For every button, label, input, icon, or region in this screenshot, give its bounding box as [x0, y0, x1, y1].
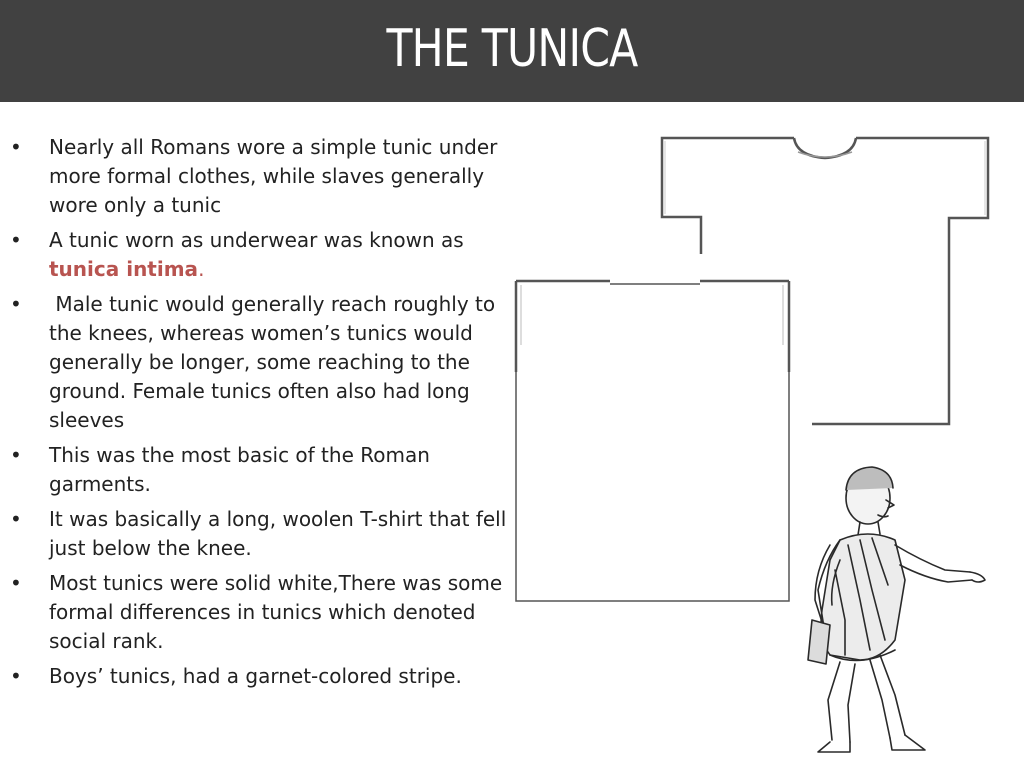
highlight-period: .	[198, 257, 205, 281]
bullet-item	[10, 505, 510, 563]
bullet-dot: •	[10, 292, 22, 316]
bullet-text: Most tunics were solid white,There was some formal differences in tunics which denoted social rank.	[49, 571, 503, 653]
bullet-dot: •	[10, 571, 22, 595]
bullet-dot: •	[10, 228, 22, 252]
bullet-item	[10, 441, 510, 499]
bullet-item	[10, 290, 510, 435]
bullet-item	[10, 662, 510, 691]
bullet-text: It was basically a long, woolen T-shirt that fell just below the knee.	[49, 507, 507, 560]
bullet-dot: •	[10, 507, 22, 531]
bullet-list	[10, 133, 510, 697]
title-bar	[0, 0, 1024, 102]
bullet-item	[10, 226, 510, 284]
bullet-text: Nearly all Romans wore a simple tunic under more formal clothes, while slaves generally wore only a tunic	[49, 135, 498, 217]
bullet-text: Male tunic would generally reach roughly to the knees, whereas women’s tunics would generally be longer, some reaching to the ground. Female tunics often also had long sleeves	[49, 292, 502, 432]
bullet-text: This was the most basic of the Roman garments.	[49, 443, 430, 496]
bullet-dot: •	[10, 135, 22, 159]
highlight-term: tunica intima	[49, 257, 199, 281]
bullet-item	[10, 569, 510, 656]
page-title: THE TUNICA	[386, 19, 638, 79]
bullet-dot: •	[10, 664, 22, 688]
bullet-item	[10, 133, 510, 220]
bullet-text: Boys’ tunics, had a garnet-colored stripe.	[49, 664, 462, 688]
bullet-text: A tunic worn as underwear was known as	[49, 228, 464, 252]
bullet-dot: •	[10, 443, 22, 467]
